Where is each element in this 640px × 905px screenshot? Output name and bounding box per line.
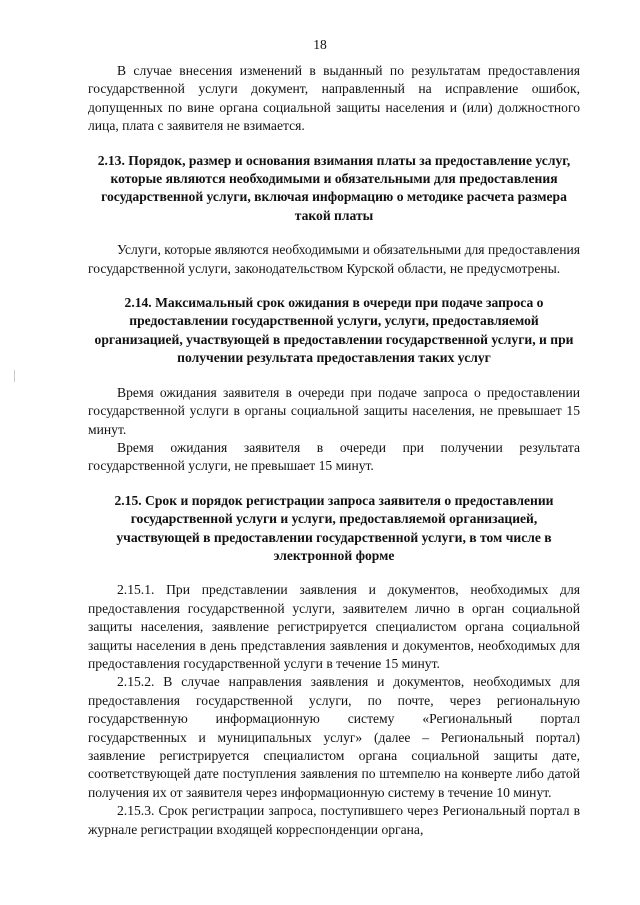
paragraph-2-13-services: Услуги, которые являются необходимыми и обязательными для предоставления государственной услуги, законодательством Курской области, не предусмотрены. — [88, 242, 580, 276]
spacer — [88, 278, 580, 294]
spacer — [88, 136, 580, 152]
page-number: 18 — [313, 37, 327, 52]
paragraph-2-14-wait-result: Время ожидания заявителя в очереди при получении результата государственной услуги, не превышает 15 минут. — [88, 439, 580, 474]
section-heading-2-15: 2.15. Срок и порядок регистрации запроса заявителя о предоставлении государственной услуги и услуги, предоставляемой организацией, участвующей в предоставлении государственной услуги, в том числе в электронной форме — [114, 492, 554, 563]
paragraph-2-15-1: 2.15.1. При представлении заявления и документов, необходимых для предоставления государственной услуги, заявителем лично в орган социальной защиты населения, заявление регистрируется специалистом органа социальной защиты населения в день представления заявления и документов, необходимых для предоставления государственной услуги в течение 15 минут. — [88, 582, 580, 671]
paragraph-2-15-3: 2.15.3. Срок регистрации запроса, поступившего через Региональный портал в журнале регистрации входящей корреспонденции органа, — [88, 803, 580, 837]
paragraph-2-14-wait-submit: Время ожидания заявителя в очереди при подаче запроса о предоставлении государственной услуги в органы социальной защиты населения, не превышает 15 минут. — [88, 384, 580, 437]
spacer — [88, 225, 580, 241]
document-body — [88, 62, 580, 839]
spacer — [88, 476, 580, 492]
section-heading-2-14: 2.14. Максимальный срок ожидания в очереди при подаче запроса о предоставлении государственной услуги, услуги, предоставляемой организацией, участвующей в предоставлении государственной услуги, и при получении результата предоставления таких услуг — [94, 295, 574, 366]
paragraph-fee-exemption: В случае внесения изменений в выданный по результатам предоставления государственной услуги документ, направленный на исправление ошибок, допущенных по вине органа социальной защиты населения и (или) должностного лица, плата с заявителя не взимается. — [88, 63, 580, 134]
paragraph-2-15-2: 2.15.2. В случае направления заявления и документов, необходимых для предоставления государственной услуги, по почте, через региональную государственную информационную систему «Региональный портал государственных и муниципальных услуг» (далее – Региональный портал) заявление регистрируется специалистом органа социальной защиты дате, соответствующей дате поступления заявления по штемпелю на конверте либо датой получения их от заявителя через информационную систему в течение 10 минут. — [88, 674, 580, 800]
margin-mark — [14, 370, 15, 382]
spacer — [88, 368, 580, 384]
section-heading-2-13: 2.13. Порядок, размер и основания взимания платы за предоставление услуг, которые являются необходимыми и обязательными для предоставления государственной услуги, включая информацию о методике расчета размера такой платы — [97, 152, 571, 223]
spacer — [88, 565, 580, 581]
